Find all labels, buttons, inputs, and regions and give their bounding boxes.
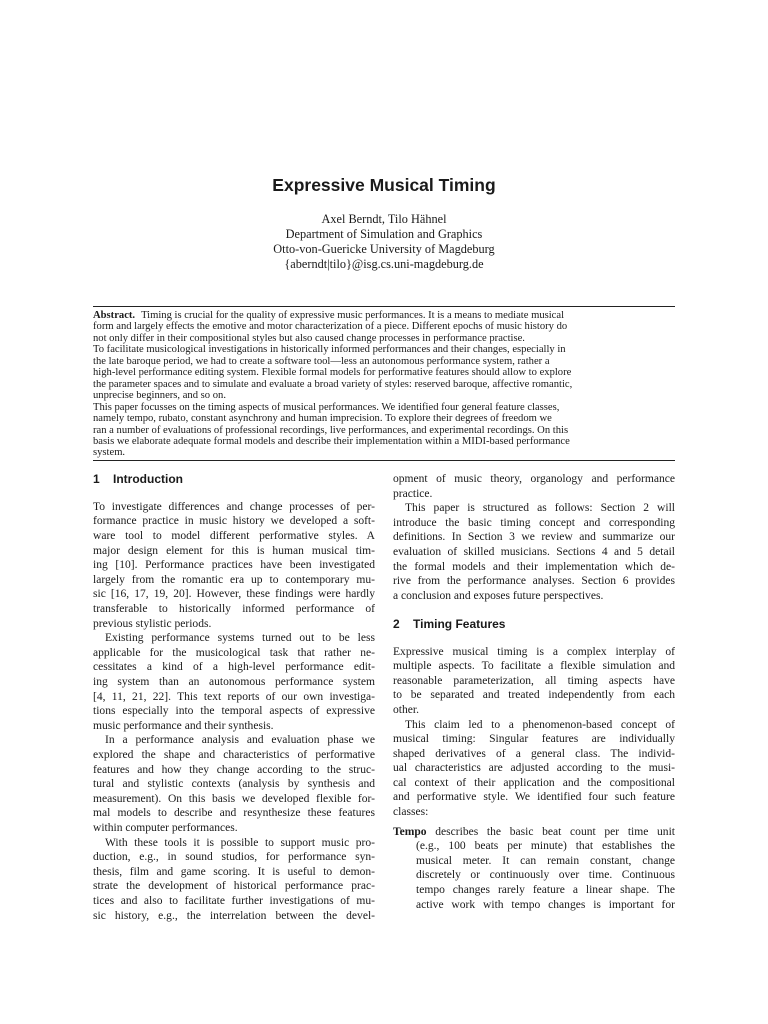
body-line: With these tools it is possible to support music pro- [105,836,375,849]
body-line: evaluation of skilled musicians. Sections 4 and 5 detail [393,545,675,558]
body-line: [4, 11, 21, 22]. This text reports of our own investiga- [93,690,375,703]
body-line: strate the development of historical performance prac- [93,880,375,893]
body-line: This claim led to a phenomenon-based concept of [405,718,675,731]
body-line: practice. [393,487,433,500]
abstract-line: the late baroque period, we had to create a software tool—less an autonomous performance system, rather a [93,355,550,367]
body-line: ual characteristics are adjusted according to the musi- [393,762,675,775]
abstract-line: ran a number of evaluations of professional recordings, live performances, and experimental recordings. On this [93,424,569,436]
body-line: thesis, film and game scoring. It is useful to demon- [93,865,375,878]
abstract-line: namely tempo, rubato, constant asynchrony and human imprecision. To explore their degrees of freedom we [93,413,552,425]
section-heading-timing-features: 2 Timing Features [393,616,506,631]
body-line: largely from the romantic era up to contemporary mu- [93,573,375,586]
body-line: music performance and their synthesis. [93,719,274,732]
body-line: ing [10]. Performance practices have been investigated [93,559,375,572]
body-line: active work with tempo changes is important for [416,898,675,911]
abstract-label: Abstract. [93,310,136,321]
body-line: discretely or continuously over time. Continuous [416,869,675,882]
tempo-term: Tempo [393,825,427,838]
abstract-line: not only differ in their compositional styles but also caused change processes in performance practise. [93,332,525,344]
body-line: duction, e.g., in sound studios, for performance syn- [93,851,375,864]
body-line: cal context of their application and the compositional [393,776,675,789]
body-line: classes: [393,806,429,819]
abstract-line: form and largely effects the emotive and motor characterization of a piece. Different epochs of music history do [93,321,568,333]
body-line: Expressive musical timing is a complex interplay of [393,645,675,658]
body-line: shaped derivatives of a general class. The individ- [393,747,675,760]
abstract-line: This paper focusses on the timing aspects of musical performances. We identified four general feature classes, [93,401,560,413]
abstract-bottom-rule [93,460,675,461]
body-line: the formal models and their implementation which de- [393,560,675,573]
body-line: musical meter. It can remain constant, change [416,854,675,867]
body-line: ware tool to model different performative styles. A [93,530,375,543]
body-line: and performative style. We identified four such feature [393,791,675,804]
body-line: formance practice in music history we developed a soft- [93,515,375,528]
abstract [93,310,675,459]
body-line: other. [393,703,419,716]
author-block [0,212,768,272]
body-line: This paper is structured as follows: Section 2 will [405,502,675,515]
abstract-line: high-level performance editing system. Flexible formal models for performative features should allow to explore [93,367,572,379]
body-line: mal models to describe and resynthesize these features [93,807,375,820]
body-line: tural and stylistic contexts (analysis by synthesis and [93,778,375,791]
author-university: Otto-von-Guericke University of Magdeburg [273,242,495,256]
abstract-line: unprecise beginners, and so on. [93,390,226,402]
paper-title: Expressive Musical Timing [272,175,496,195]
body-line: Existing performance systems turned out to be less [105,632,375,645]
body-line: definitions. In Section 3 we review and summarize our [393,531,675,544]
body-line: previous stylistic periods. [93,617,212,630]
abstract-line: system. [93,447,126,459]
body-line: ing system than an autonomous performance system [93,676,375,689]
body-line: opment of music theory, organology and performance [393,473,675,485]
body-line: a conclusion and exposes future perspectives. [393,589,604,602]
body-line: cessitates a kind of a high-level performance edit- [93,661,375,674]
body-line: explored the shape and characteristics of performative [93,748,375,761]
body-line: rive from the performance analyses. Section 6 provides [393,575,675,588]
body-line: tempo changes rarely feature a linear shape. The [416,884,675,897]
body-line: multiple aspects. To facilitate a flexible simulation and [393,660,675,673]
abstract-line: basis we elaborate adequate formal models and describe their implementation within a MIDI-based performance [93,435,570,447]
tempo-definition-first-line: Tempo describes the basic beat count per time unit [393,825,675,838]
body-line: sic history, e.g., the interrelation between the devel- [93,909,375,922]
body-line: to be separated and treated independently from each [393,689,675,702]
body-line: tions especially into the temporal aspects of expressive [93,705,375,718]
abstract-line: To facilitate musicological investigations in historically informed performances and their changes, especially in [93,344,566,356]
body-line: musical timing: Singular features are individually [393,733,675,746]
body-line: (e.g., 100 beats per minute) that establishes the [416,840,675,853]
body-line: measurement). On this basis we developed flexible for- [93,792,375,805]
section-heading-introduction: 1 Introduction [93,472,183,486]
body-line: In a performance analysis and evaluation phase we [105,734,375,747]
body-line: sic [16, 17, 19, 20]. However, these findings were hardly [93,588,375,601]
body-line: applicable for the musicological task that rather ne- [93,646,375,659]
author-names: Axel Berndt, Tilo Hähnel [321,212,447,226]
author-department: Department of Simulation and Graphics [285,227,483,241]
body-line: To investigate differences and change processes of per- [93,500,375,513]
abstract-top-rule [93,306,675,307]
body-line: introduce the basic timing concept and corresponding [393,516,675,529]
body-line: within computer performances. [93,821,238,834]
right-column [393,472,675,912]
abstract-line: Abstract. Timing is crucial for the quality of expressive music performances. It is a means to mediate musical [93,310,565,321]
author-email: {aberndt|tilo}@isg.cs.uni-magdeburg.de [284,257,484,271]
body-line: tices and also to facilitate further investigations of mu- [93,894,375,907]
abstract-line: the parameter spaces and to simulate and evaluate a broad variety of styles: reserved baroque, affective romantic, [93,378,573,390]
body-line: major design element for this is human musical tim- [93,544,375,557]
body-line: features and how they change according to the struc- [93,763,375,776]
body-line: reasonable parameterization, all timing aspects have [393,674,675,687]
left-column [93,472,375,923]
body-line: transferable to historically informed performance of [93,603,375,616]
